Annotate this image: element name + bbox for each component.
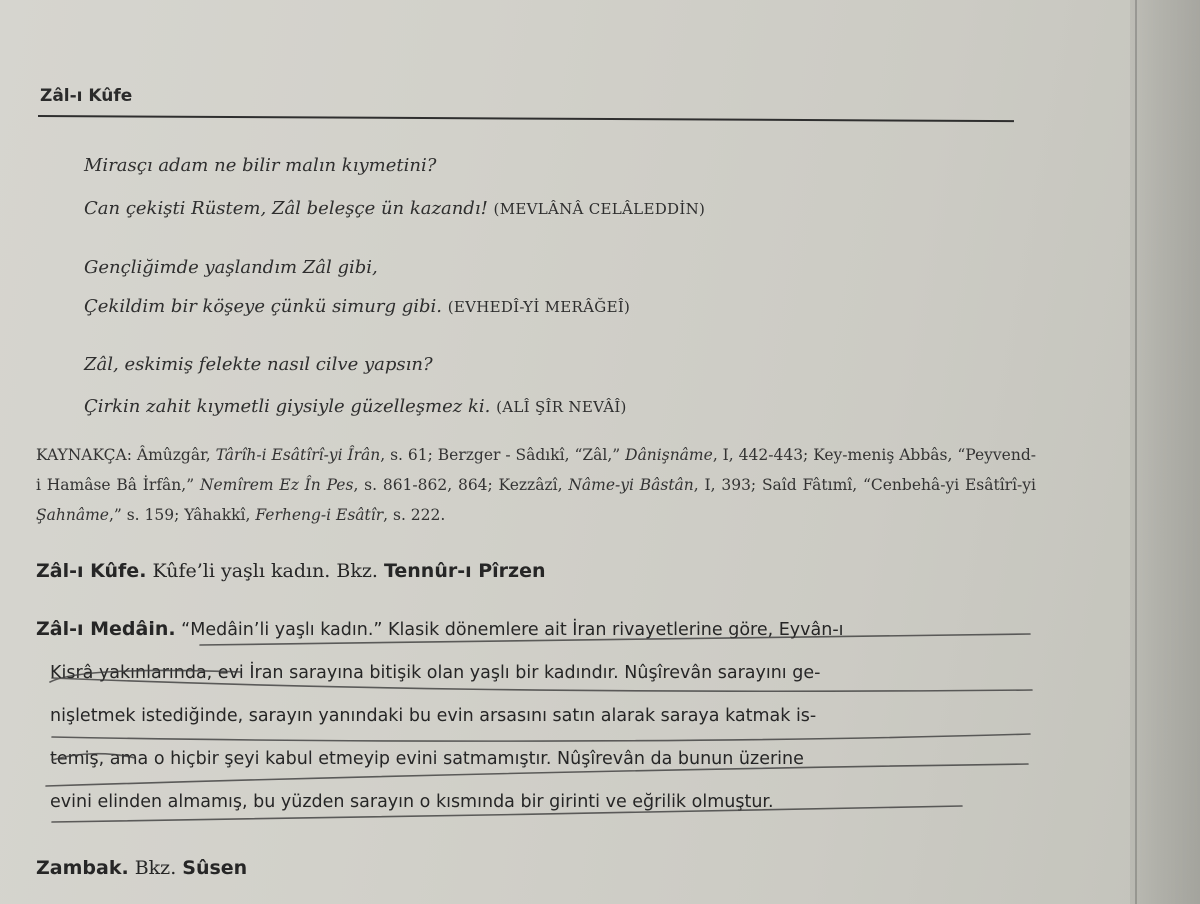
running-header-title: Zâl-ı Kûfe [40, 86, 133, 106]
entry-zal-i-kufe: Zâl-ı Kûfe. Kûfe’li yaşlı kadın. Bkz. Tennûr-ı Pîrzen [36, 560, 546, 582]
entry-zambak: Zambak. Bkz. Sûsen [36, 857, 248, 879]
source-title: Nâme-yi Bâstân [568, 476, 694, 494]
entry-line: evini elinden almamış, bu yüzden sarayın o kısmında bir girinti ve eğrilik olmuştur. [50, 792, 774, 812]
verse-2-line-2: Çekildim bir köşeye çünkü simurg gibi. (EVHEDÎ-Yİ MERÂĞEÎ) [84, 296, 631, 317]
source-title: Târîh-i Esâtîrî-yi Îrân [215, 446, 381, 464]
bibliography-label: KAYNAKÇA: [36, 446, 132, 464]
entry-line: Zâl-ı Medâin. “Medâin’li yaşlı kadın.” Klasik dönemlere ait İran rivayetlerine göre, Eyvân-ı [36, 618, 844, 640]
bibliography: KAYNAKÇA: Âmûzgâr, Târîh-i Esâtîrî-yi Îrân, s. 61; Berzger - Sâdıkî, “Zâl,” Dânişnâme, I, 442-443; Key-meniş Abbâs, “Peyvend-i Hamâse Bâ İrfân,” Nemîrem Ez În Pes, s. 861-862, 864; Kezzâzî, Nâme-yi Bâstân, I, 393; Saîd Fâtımî, “Cenbehâ-yi Esâtîrî-yi Şahnâme,” s. 159; Yâhakkî, Ferheng-i Esâtîr, s. 222. [36, 446, 1036, 524]
entry-headword: Zambak. [36, 857, 129, 879]
source-title: Şahnâme [36, 506, 109, 524]
page-edge-shadow [1130, 0, 1200, 904]
verse-3-line-2: Çirkin zahit kıymetli giysiyle güzelleşmez ki. (ALÎ ŞÎR NEVÂÎ) [84, 396, 627, 417]
cross-reference: Sûsen [182, 857, 248, 879]
verse-3-line-1: Zâl, eskimiş felekte nasıl cilve yapsın? [84, 354, 433, 375]
entry-headword: Zâl-ı Kûfe. [36, 560, 147, 582]
entry-headword: Zâl-ı Medâin. [36, 618, 176, 640]
cross-reference: Tennûr-ı Pîrzen [383, 560, 546, 582]
verse-2-line-1: Gençliğimde yaşlandım Zâl gibi, [84, 257, 378, 278]
entry-line: temiş, ama o hiçbir şeyi kabul etmeyip evini satmamıştır. Nûşîrevân da bunun üzerine [50, 749, 804, 769]
source-title: Ferheng-i Esâtîr [255, 506, 384, 524]
verse-1-author: (MEVLÂNÂ CELÂLEDDİN) [493, 200, 706, 218]
header-rule [38, 115, 1014, 122]
source-title: Dânişnâme [625, 446, 713, 464]
entry-zal-i-medain [36, 608, 1036, 824]
entry-line: nişletmek istediğinde, sarayın yanındaki bu evin arsasını satın alarak saraya katmak is- [50, 706, 817, 726]
page-edge-line [1135, 0, 1137, 904]
source-title: Nemîrem Ez În Pes [199, 476, 354, 494]
entry-line: Kisrâ yakınlarında, evi İran sarayına bitişik olan yaşlı bir kadındır. Nûşîrevân sarayını ge- [50, 663, 821, 683]
verse-1-line-1: Mirasçı adam ne bilir malın kıymetini? [84, 155, 437, 176]
verse-2-author: (EVHEDÎ-Yİ MERÂĞEÎ) [447, 298, 631, 316]
verse-3-author: (ALÎ ŞÎR NEVÂÎ) [496, 398, 627, 416]
verse-1-line-2: Can çekişti Rüstem, Zâl beleşçe ün kazandı! (MEVLÂNÂ CELÂLEDDİN) [84, 198, 706, 219]
